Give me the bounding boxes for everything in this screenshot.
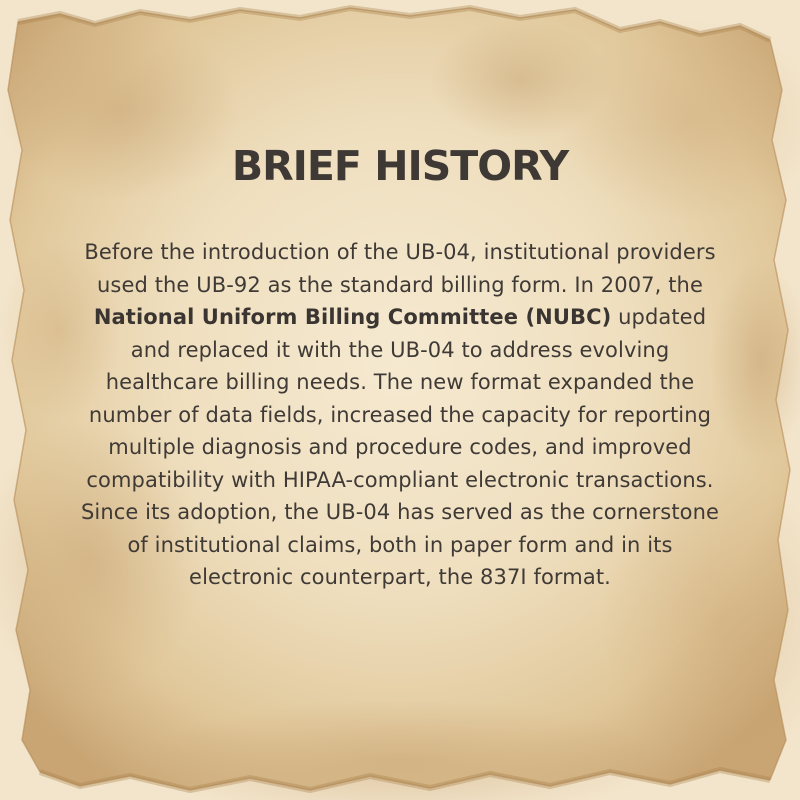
history-paragraph (80, 236, 720, 594)
content-block (80, 130, 720, 594)
paragraph-bold-nubc: National Uniform Billing Committee (NUBC) (93, 305, 612, 329)
page-title: BRIEF HISTORY (231, 142, 569, 190)
paragraph-part-2: updated and replaced it with the UB-04 to address evolving healthcare billing needs. The new format expanded the number of data fields, increased the capacity for reporting multiple diagnosis and procedure codes, and improved compatibility with HIPAA-compliant electronic transactions. Since its adoption, the UB-04 has served as the cornerstone of institutional claims, both in paper form and in its electronic counterpart, the 837I format. (80, 305, 720, 589)
paragraph-part-1: Before the introduction of the UB-04, institutional providers used the UB-92 as the standard billing form. In 2007, the (84, 240, 716, 297)
